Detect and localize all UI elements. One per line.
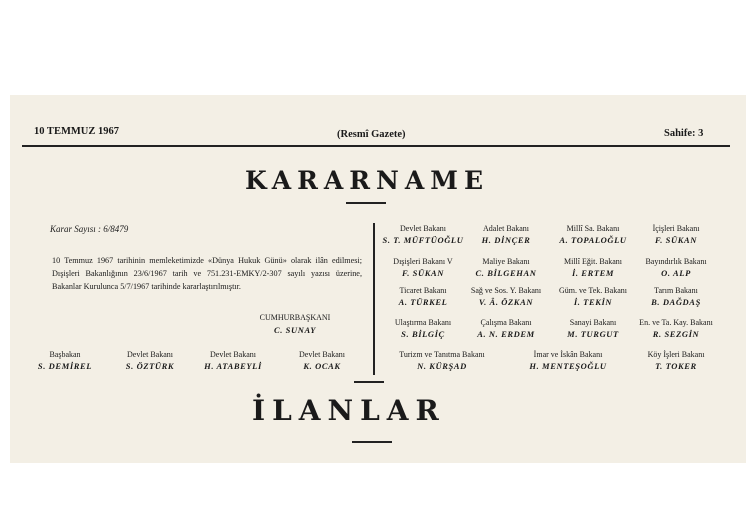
minister-name: T. TOKER [655,361,697,371]
minister-title: Ulaştırma Bakanı [394,318,452,327]
minister-title: Turizm ve Tanıtma Bakanı [399,350,485,359]
minister-name: K. OCAK [303,361,341,371]
minister-title: Ticaret Bakanı [399,286,447,295]
president-name: C. SUNAY [273,325,317,335]
minister-name: F. SÜKAN [655,235,697,245]
minister-title: Köy İşleri Bakanı [647,350,705,359]
page-number: Sahife: 3 [664,128,704,139]
header-rule [22,145,730,147]
section-underline [352,441,392,443]
minister-name: S. DEMİREL [37,361,93,371]
gazette-name: (Resmî Gazete) [337,129,406,140]
minister-name: S. BİLGİÇ [401,329,445,339]
minister-name: B. DAĞDAŞ [651,297,701,307]
minister-title: Başbakan [49,350,81,359]
minister-name: H. DİNÇER [481,235,531,245]
minister-title: Devlet Bakanı [400,224,446,233]
minister-title: En. ve Ta. Kay. Bakanı [639,318,713,327]
title-underline [346,202,386,204]
minister-name: H. ATABEYLİ [204,361,262,371]
minister-name: S. ÖZTÜRK [125,361,175,371]
minister-name: A. TÜRKEL [398,297,448,307]
minister-name: S. T. MÜFTÜOĞLU [382,235,464,245]
minister-title: Devlet Bakanı [299,350,345,359]
minister-title: Bayındırlık Bakanı [645,257,707,266]
minister-name: O. ALP [661,268,691,278]
column-divider [373,223,375,375]
minister-title: Tarım Bakanı [654,286,698,295]
minister-title: İçişleri Bakanı [652,224,700,233]
minister-name: F. SÜKAN [402,268,444,278]
decree-text: 10 Temmuz 1967 tarihinin memleketimizde «Dünya Hukuk Günü» olarak ilân edilmesi; Dışişleri Bakanlığının 23/6/1967 tarih ve 751.231-EMKY/2-307 sayılı yazısı üzerine, Bakanlar Kurulunca 5/7/1967 tarihinde kararlaştırılmıştır. [52,256,362,291]
minister-name: M. TURGUT [567,329,619,339]
minister-title: Millî Sa. Bakanı [566,224,620,233]
minister-title: Sağ ve Sos. Y. Bakanı [470,286,542,295]
minister-title: Çalışma Bakanı [480,318,532,327]
minister-title: Dışişleri Bakanı V [393,257,453,266]
minister-title: Devlet Bakanı [210,350,256,359]
minister-name: N. KÜRŞAD [417,361,467,371]
minister-title: Güm. ve Tek. Bakanı [559,286,627,295]
minister-title: Adalet Bakanı [483,224,529,233]
minister-name: A. N. ERDEM [477,329,535,339]
minister-title: Maliye Bakanı [482,257,530,266]
minister-name: İ. ERTEM [571,268,615,278]
decree-number: Karar Sayısı : 6/8479 [50,224,129,234]
minister-title: İmar ve İskân Bakanı [533,350,603,359]
minister-title: Millî Eğit. Bakanı [564,257,622,266]
president-title: CUMHURBAŞKANI [259,313,331,322]
minister-name: H. MENTEŞOĞLU [529,361,607,371]
issue-date: 10 TEMMUZ 1967 [34,126,119,137]
minister-title: Devlet Bakanı [127,350,173,359]
section-divider [354,381,384,383]
minister-title: Sanayi Bakanı [569,318,617,327]
minister-name: R. SEZGİN [652,329,700,339]
decree-title: KARARNAME [245,166,490,195]
minister-name: A. TOPALOĞLU [559,235,627,245]
minister-name: İ. TEKİN [573,297,613,307]
minister-name: C. BİLGEHAN [475,268,537,278]
minister-name: V. Â. ÖZKAN [478,297,534,307]
section-title: İLANLAR [252,394,446,427]
